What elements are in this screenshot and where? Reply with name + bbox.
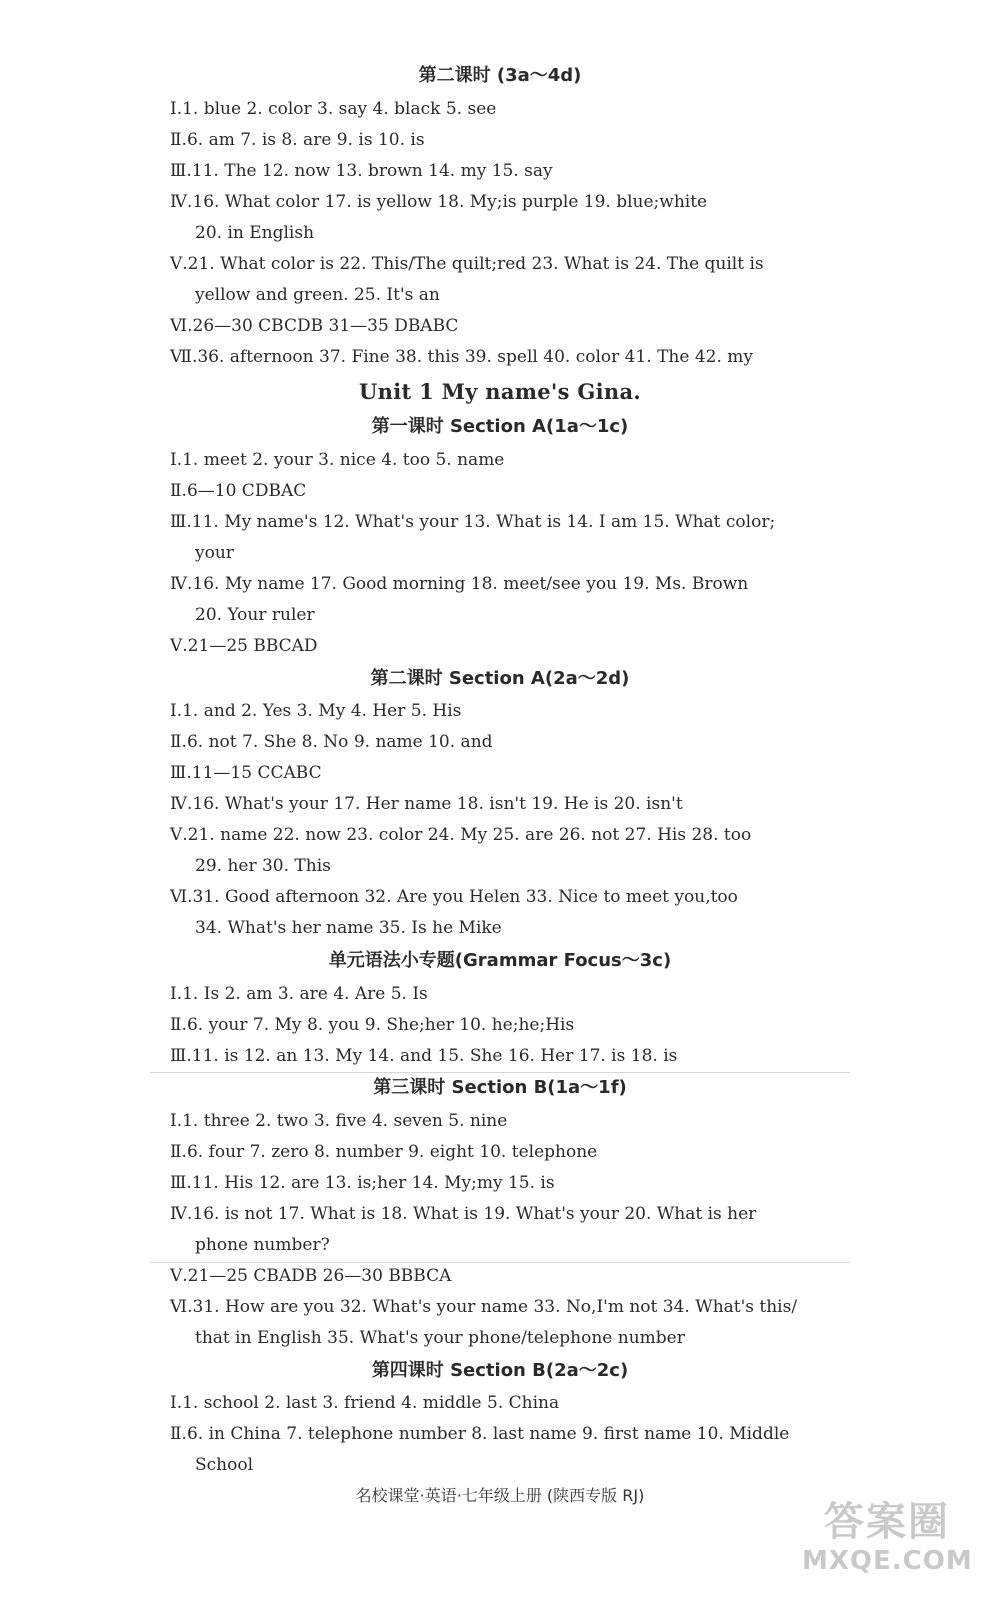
divider — [150, 1262, 850, 1263]
answer-line: Ⅴ.21. name 22. now 23. color 24. My 25. are 26. not 27. His 28. too — [170, 825, 752, 845]
answer-line: Ⅱ.6. am 7. is 8. are 9. is 10. is — [170, 130, 425, 150]
answer-line: Ⅱ.6. your 7. My 8. you 9. She;her 10. he;he;His — [170, 1015, 575, 1035]
answer-line: Ⅶ.36. afternoon 37. Fine 38. this 39. spell 40. color 41. The 42. my — [170, 347, 754, 367]
answer-line: Ⅵ.26—30 CBCDB 31—35 DBABC — [170, 316, 459, 336]
answer-line-continued: that in English 35. What's your phone/telephone number — [195, 1328, 685, 1348]
answer-line: Ⅰ.1. blue 2. color 3. say 4. black 5. see — [170, 99, 497, 119]
answer-line-continued: your — [195, 543, 234, 563]
lesson-heading: 第四课时 Section B(2a～2c) — [371, 1360, 629, 1381]
answer-line: Ⅳ.16. What's your 17. Her name 18. isn't 19. He is 20. isn't — [170, 794, 683, 814]
answer-line: Ⅲ.11—15 CCABC — [170, 763, 322, 783]
watermark — [802, 1498, 972, 1590]
answer-line-continued: 20. Your ruler — [195, 605, 315, 625]
watermark-url: MXQE.COM — [802, 1546, 973, 1576]
answer-line: Ⅳ.16. My name 17. Good morning 18. meet/see you 19. Ms. Brown — [170, 574, 749, 594]
answer-line: Ⅱ.6. in China 7. telephone number 8. last name 9. first name 10. Middle — [170, 1424, 790, 1444]
answer-line-continued: 29. her 30. This — [195, 856, 331, 876]
answer-line: Ⅳ.16. is not 17. What is 18. What is 19. What's your 20. What is her — [170, 1204, 757, 1224]
answer-line: Ⅰ.1. school 2. last 3. friend 4. middle 5. China — [170, 1393, 560, 1413]
page-footer: 名校课堂·英语·七年级上册 (陕西专版 RJ) — [355, 1486, 645, 1505]
answer-line: Ⅲ.11. My name's 12. What's your 13. What is 14. I am 15. What color; — [170, 512, 776, 532]
answer-line: Ⅵ.31. How are you 32. What's your name 33. No,I'm not 34. What's this/ — [170, 1297, 798, 1317]
lesson-heading: 第二课时 Section A(2a～2d) — [370, 668, 630, 689]
unit-title: Unit 1 My name's Gina. — [359, 379, 641, 404]
answer-line: Ⅲ.11. The 12. now 13. brown 14. my 15. say — [170, 161, 553, 181]
answer-line: Ⅴ.21—25 CBADB 26—30 BBBCA — [170, 1266, 452, 1286]
answer-line: Ⅰ.1. meet 2. your 3. nice 4. too 5. name — [170, 450, 505, 470]
answer-line: Ⅲ.11. His 12. are 13. is;her 14. My;my 15. is — [170, 1173, 555, 1193]
answer-line-continued: yellow and green. 25. It's an — [195, 285, 440, 305]
answer-line-continued: School — [195, 1455, 254, 1475]
answer-line-continued: phone number? — [195, 1235, 330, 1255]
answer-line: Ⅴ.21. What color is 22. This/The quilt;red 23. What is 24. The quilt is — [170, 254, 764, 274]
answer-line: Ⅲ.11. is 12. an 13. My 14. and 15. She 16. Her 17. is 18. is — [170, 1046, 678, 1066]
lesson-heading: 第三课时 Section B(1a～1f) — [373, 1077, 627, 1098]
answer-line: Ⅱ.6. not 7. She 8. No 9. name 10. and — [170, 732, 493, 752]
answer-line: Ⅰ.1. Is 2. am 3. are 4. Are 5. Is — [170, 984, 428, 1004]
lesson-heading: 第一课时 Section A(1a～1c) — [371, 416, 629, 437]
answer-line: Ⅱ.6—10 CDBAC — [170, 481, 307, 501]
answer-line: Ⅴ.21—25 BBCAD — [170, 636, 318, 656]
answer-line: Ⅱ.6. four 7. zero 8. number 9. eight 10. telephone — [170, 1142, 598, 1162]
lesson-heading: 第二课时 (3a～4d) — [418, 65, 582, 86]
answer-line: Ⅳ.16. What color 17. is yellow 18. My;is purple 19. blue;white — [170, 192, 708, 212]
answer-line: Ⅰ.1. and 2. Yes 3. My 4. Her 5. His — [170, 701, 462, 721]
answer-line-continued: 34. What's her name 35. Is he Mike — [195, 918, 502, 938]
lesson-heading: 单元语法小专题(Grammar Focus～3c) — [328, 950, 672, 971]
answer-line: Ⅵ.31. Good afternoon 32. Are you Helen 33. Nice to meet you,too — [170, 887, 738, 907]
divider — [150, 1072, 850, 1073]
answer-line-continued: 20. in English — [195, 223, 315, 243]
watermark-logo: 答案圈 — [824, 1499, 950, 1545]
answer-line: Ⅰ.1. three 2. two 3. five 4. seven 5. nine — [170, 1111, 508, 1131]
